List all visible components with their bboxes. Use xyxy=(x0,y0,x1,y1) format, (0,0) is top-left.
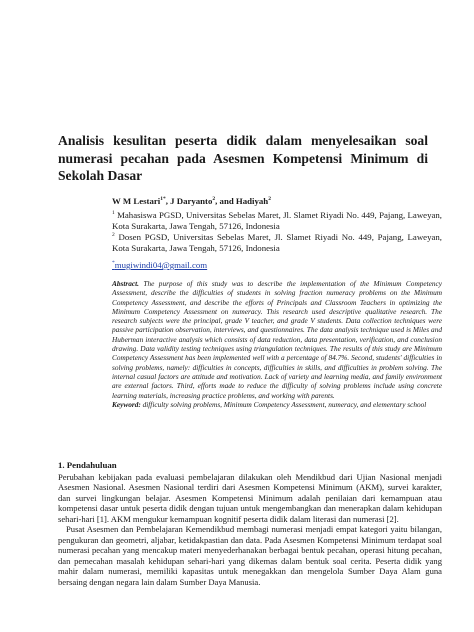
author-2-name: , J Daryanto xyxy=(165,196,213,206)
keywords-label: Keyword: xyxy=(112,399,141,409)
paragraph-2: Pusat Asesmen dan Pembelajaran Kemendikbud membagi numerasi menjadi empat kategori yaitu bilangan, pengukuran dan geometri, aljabar, ketidakpastian dan data. Pada Asesmen Kompetensi Minimum terdapat soal numerasi pecahan yang mencakup materi menyederhanakan berbagai bentuk pecahan, operasi hitung pecahan, dan pemecahan masalah kehidupan sehari-hari yang dikemas dalam bentuk soal cerita. Peserta didik yang mahir dalam numerasi, memiliki kapasitas untuk menegakkan dan mengelola Sumber Daya Alam guna bersaing dengan negara lain dalam Sumber Daya Manusia. xyxy=(58,524,442,587)
affiliation-1 xyxy=(112,210,442,232)
author-3-name: , and Hadiyah xyxy=(215,196,269,206)
author-3-mark: 2 xyxy=(268,196,271,203)
affiliation-1-text: Mahasiswa PGSD, Universitas Sebelas Maret, Jl. Slamet Riyadi No. 449, Pajang, Laweyan, Kota Surakarta, Jawa Tengah, 57126, Indonesia xyxy=(112,210,442,231)
author-1-name: W M Lestari xyxy=(112,196,161,206)
abstract xyxy=(112,279,442,409)
affiliation-2-mark: 2 xyxy=(112,232,115,239)
introduction-section xyxy=(58,460,442,587)
email-link[interactable] xyxy=(112,260,442,271)
author-block xyxy=(112,196,442,271)
abstract-label: Abstract. xyxy=(112,279,139,288)
abstract-body xyxy=(112,279,442,400)
abstract-text: The purpose of this study was to describe the implementation of the Minimum Competency Assessment, describe the difficulties of students in solving fraction numeracy problems on the Minimum Competency Assessment, and describe the efforts of Principals and Classroom Teachers in optimizing the Minimum Competency Assessment on numeracy. This research used descriptive qualitative research. The research subjects were the principal, grade V teacher, and grade V students. Data collection techniques were passive participation observation, interviews, and questionnaires. The data analysis technique used is Miles and Huberman interactive analysis which consists of data reduction, data presentation, verification, and conclusion drawing. Data validity testing techniques using triangulation techniques. The results of this study are Minimum Competency Assessment has been implemented well with a percentage of 84.7%. Second, students' difficulties in solving problems, namely: difficulties in concepts, difficulties in skills, and difficulties in problem solving. The internal casual factors are attitude and motivation. Lack of variety and learning media, and family environment are external factors. Third, efforts made to reduce the difficulty of solving problems include using concrete learning materials, increasing practice problems, and working with parents. xyxy=(112,279,442,400)
email-address[interactable]: mugiwindi04@gmail.com xyxy=(114,260,208,270)
keywords xyxy=(112,400,442,409)
keywords-text: difficulty solving problems, Minimum Competency Assessment, numeracy, and elementary school xyxy=(140,399,427,409)
paragraph-1: Perubahan kebijakan pada evaluasi pembelajaran dilakukan oleh Mendikbud dari Ujian Nasional menjadi Asesmen Nasional. Asesmen Nasional terdiri dari Asesmen Kompetensi Minimum (AKM), survei karakter, dan survei lingkungan belajar. Asesmen Kompetensi Minimum adalah penilaian dari kemampuan atau kompetensi dasar untuk peserta didik dengan tujuan untuk mengembangkan dan menerapkan dalam kehidupan sehari-hari [1]. AKM mengukur kemampuan kognitif peserta didik dalam literasi dan numerasi [2]. xyxy=(58,471,442,524)
affiliation-1-mark: 1 xyxy=(112,210,115,217)
affiliation-2-text: Dosen PGSD, Universitas Sebelas Maret, Jl. Slamet Riyadi No. 449, Pajang, Laweyan, Kota Surakarta, Jawa Tengah, 57126, Indonesia xyxy=(112,232,442,253)
paper-title: Analisis kesulitan peserta didik dalam menyelesaikan soal numerasi pecahan pada Asesmen Kompetensi Minimum di Sekolah Dasar xyxy=(58,133,428,183)
author-list xyxy=(112,196,442,207)
author-2-mark: 2 xyxy=(212,196,216,203)
email-mark: * xyxy=(112,260,115,267)
author-1-mark: 1* xyxy=(160,196,166,203)
affiliation-2 xyxy=(112,232,442,254)
section-heading: 1. Pendahuluan xyxy=(58,460,117,470)
